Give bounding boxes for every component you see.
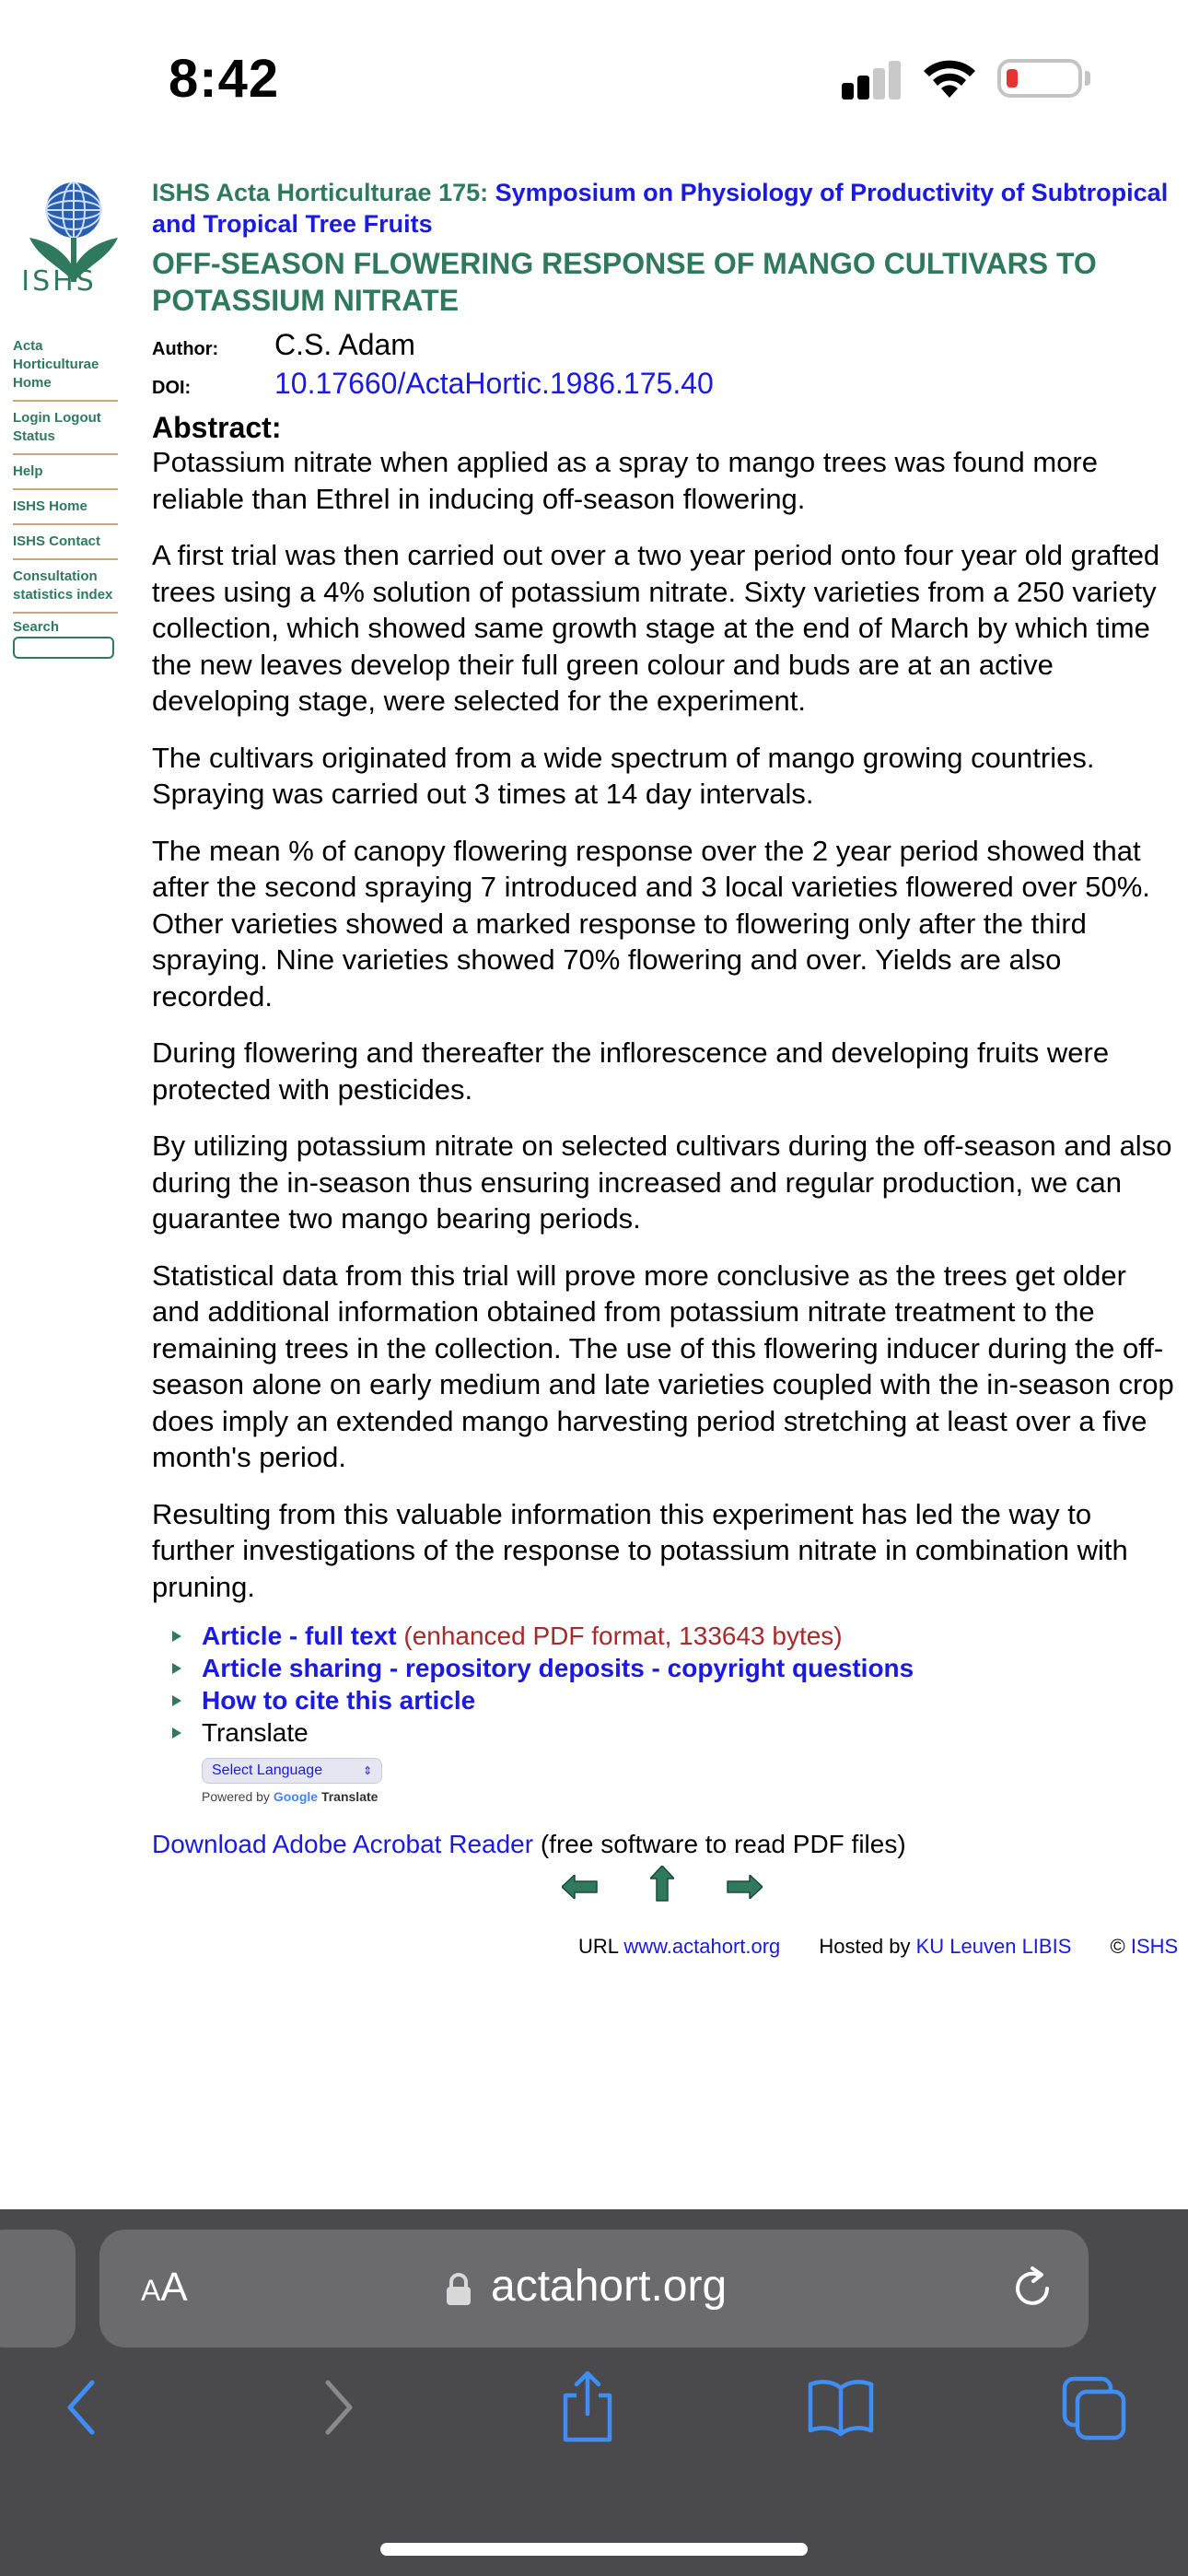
symposium-link[interactable]: Symposium on Physiology of Productivity of Subtropical and Tropical Tree Fruits bbox=[152, 179, 1169, 238]
address-bar[interactable] bbox=[99, 2230, 1089, 2348]
sidebar-item-ishs-home[interactable]: ISHS Home bbox=[13, 496, 118, 525]
list-item bbox=[172, 1684, 1179, 1716]
status-time: 8:42 bbox=[169, 49, 280, 109]
url-text: actahort.org bbox=[491, 2262, 728, 2311]
abstract-paragraph: During flowering and thereafter the inflorescence and developing fruits were protected with pesticides. bbox=[152, 1036, 1110, 1106]
abstract-body bbox=[152, 444, 1179, 1605]
abstract-paragraph: The mean % of canopy flowering response over the 2 year period showed that after the second spraying 7 introduced and 3 local varieties flowered over 50%. Other varieties showed a marked response to flowering only after the third spraying. Nine varieties showed 70% flowering and over. Yields are also recorded. bbox=[152, 834, 1150, 1013]
abstract-paragraph: Potassium nitrate when applied as a spray to mango trees was found more reliable than Ethrel in inducing off-season flowering. bbox=[152, 446, 1098, 515]
list-item bbox=[172, 1716, 1179, 1749]
article-title: OFF-SEASON FLOWERING RESPONSE OF MANGO CULTIVARS TO POTASSIUM NITRATE bbox=[152, 247, 1097, 317]
abstract-paragraph: The cultivars originated from a wide spectrum of mango growing countries. Spraying was carried out 3 times at 14 day intervals. bbox=[152, 741, 1095, 810]
chevron-updown-icon: ⇕ bbox=[362, 1764, 372, 1777]
sidebar-nav bbox=[13, 335, 118, 659]
previous-arrow-icon[interactable] bbox=[562, 1875, 599, 1899]
abstract-paragraph: By utilizing potassium nitrate on selected cultivars during the off-season and also during the in-season thus ensuring increased and regular production, we can guarantee two mango bearing periods. bbox=[152, 1130, 1172, 1235]
doi-link[interactable]: 10.17660/ActaHortic.1986.175.40 bbox=[274, 367, 714, 400]
footer-copyright: © bbox=[1110, 1935, 1125, 1958]
footer-host-link[interactable]: KU Leuven LIBIS bbox=[915, 1935, 1072, 1958]
google-logo-text: Google bbox=[273, 1789, 319, 1804]
sidebar-item-consultation-stats[interactable]: Consultation statistics index bbox=[13, 566, 118, 614]
powered-by-text: Powered by bbox=[202, 1789, 270, 1804]
reload-icon[interactable] bbox=[1007, 2263, 1058, 2314]
cellular-signal-icon bbox=[842, 59, 903, 100]
doi-label: DOI: bbox=[152, 378, 192, 398]
sidebar-item-ishs-contact[interactable]: ISHS Contact bbox=[13, 531, 118, 560]
wifi-icon bbox=[921, 57, 978, 100]
full-text-link[interactable]: Article - full text bbox=[202, 1622, 397, 1650]
home-indicator[interactable] bbox=[380, 2543, 808, 2556]
ishs-logo-text: ISHS bbox=[21, 265, 97, 298]
footer-hosted-label: Hosted by bbox=[819, 1935, 911, 1958]
lock-icon bbox=[445, 2272, 472, 2307]
search-label: Search bbox=[13, 619, 60, 635]
series-line bbox=[152, 177, 1179, 240]
status-bar bbox=[0, 0, 1188, 157]
page-navigation-arrows bbox=[562, 1866, 764, 1912]
language-select-value: Select Language bbox=[212, 1762, 323, 1778]
article-sharing-link[interactable]: Article sharing - repository deposits - copyright questions bbox=[202, 1654, 914, 1682]
up-arrow-icon[interactable] bbox=[650, 1866, 674, 1903]
series-prefix: ISHS Acta Horticulturae 175: bbox=[152, 179, 489, 206]
back-icon[interactable] bbox=[63, 2375, 99, 2440]
battery-icon bbox=[997, 59, 1082, 98]
next-arrow-icon[interactable] bbox=[726, 1875, 763, 1899]
footer-url-link[interactable]: www.actahort.org bbox=[623, 1935, 781, 1958]
abstract-paragraph: Statistical data from this trial will prove more conclusive as the trees get older and additional information obtained from potassium nitrate treatment to the remaining trees in the collection. The use of this flowering inducer during the off-season alone on early medium and late varieties coupled with the in-season crop does imply an extended mango harvesting period stretching at least over a five month's period. bbox=[152, 1259, 1174, 1473]
language-select[interactable] bbox=[202, 1758, 382, 1784]
article-main bbox=[152, 177, 1179, 1859]
bookmarks-icon[interactable] bbox=[807, 2375, 875, 2440]
aa-big: A bbox=[160, 2265, 188, 2310]
share-icon[interactable] bbox=[558, 2368, 617, 2445]
full-text-format: (enhanced PDF format, 133643 bytes) bbox=[403, 1622, 843, 1650]
powered-by-google bbox=[202, 1789, 1179, 1804]
battery-tip bbox=[1085, 71, 1090, 86]
translate-label: Translate bbox=[202, 1718, 309, 1747]
search-input[interactable] bbox=[13, 637, 114, 659]
translate-widget bbox=[202, 1758, 1179, 1804]
footer-url-label: URL bbox=[578, 1935, 619, 1958]
article-meta bbox=[152, 328, 1179, 405]
list-item bbox=[172, 1652, 1179, 1684]
abstract-paragraph: A first trial was then carried out over a two year period onto four year old grafted trees using a 4% solution of potassium nitrate. Sixty varieties from a 250 variety collection, which showed same growth stage at the end of March by which time the new leaves develop their full green colour and buds are at an active developing stage, were selected for the experiment. bbox=[152, 539, 1160, 717]
sidebar-item-login[interactable]: Login Logout Status bbox=[13, 407, 118, 455]
footer-ishs-link[interactable]: ISHS bbox=[1130, 1935, 1179, 1958]
forward-icon[interactable] bbox=[320, 2375, 357, 2440]
sidebar-item-help[interactable]: Help bbox=[13, 461, 118, 490]
cite-article-link[interactable]: How to cite this article bbox=[202, 1686, 476, 1715]
article-links bbox=[152, 1620, 1179, 1749]
tabs-icon[interactable] bbox=[1061, 2375, 1127, 2441]
previous-tab-stub[interactable] bbox=[0, 2230, 76, 2348]
doi-row bbox=[152, 367, 1179, 405]
acrobat-line bbox=[152, 1830, 1179, 1859]
text-size-button[interactable] bbox=[141, 2265, 188, 2311]
author-row bbox=[152, 328, 1179, 367]
abstract-paragraph: Resulting from this valuable information this experiment has led the way to further investigations of the response to potassium nitrate in combination with pruning. bbox=[152, 1497, 1128, 1603]
acrobat-download-link[interactable]: Download Adobe Acrobat Reader bbox=[152, 1830, 534, 1858]
page-footer bbox=[578, 1935, 1178, 1959]
google-translate-text: Translate bbox=[320, 1789, 379, 1804]
acrobat-note: (free software to read PDF files) bbox=[540, 1830, 906, 1858]
abstract-heading: Abstract: bbox=[152, 411, 282, 444]
author-name: C.S. Adam bbox=[274, 328, 415, 361]
author-label: Author: bbox=[152, 339, 219, 359]
browser-toolbar bbox=[0, 2375, 1188, 2467]
sidebar-item-acta-home[interactable]: Acta Horticulturae Home bbox=[13, 335, 118, 402]
safari-chrome bbox=[0, 2209, 1188, 2576]
aa-small: A bbox=[141, 2274, 161, 2307]
list-item bbox=[172, 1620, 1179, 1652]
